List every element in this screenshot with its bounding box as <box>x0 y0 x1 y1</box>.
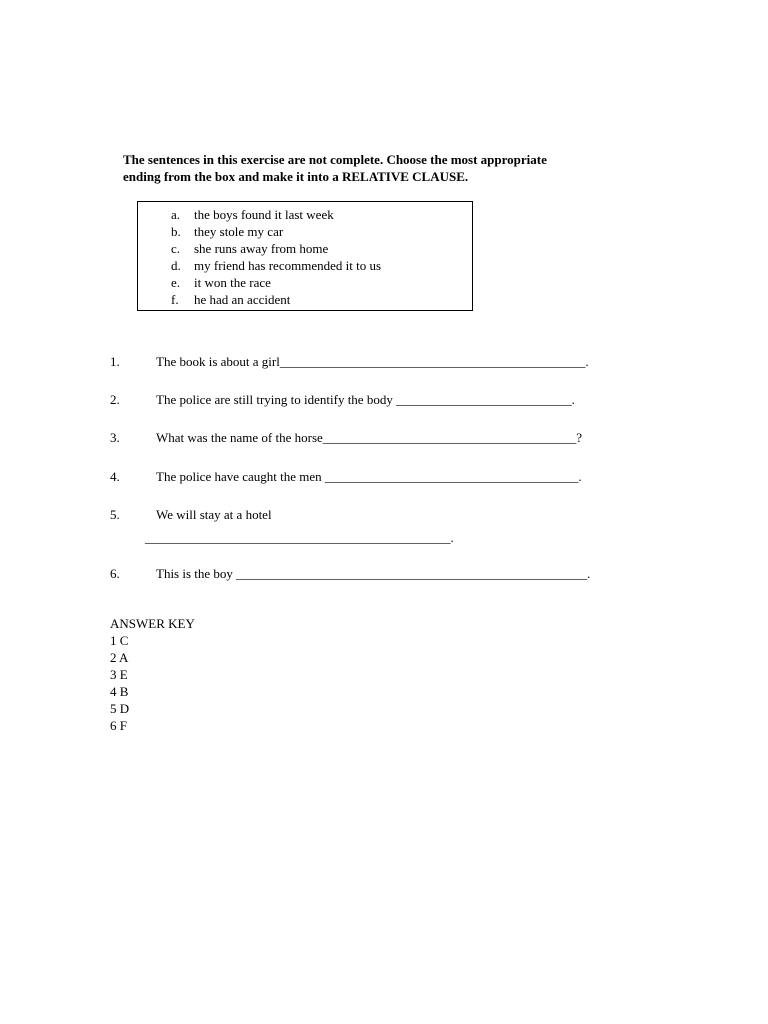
answer-item: 3 E <box>110 667 128 682</box>
question-text: We will stay at a hotel <box>156 507 272 522</box>
question-5 <box>110 506 272 523</box>
option-letter: d. <box>171 258 181 273</box>
question-1 <box>110 353 589 370</box>
option-d <box>171 257 381 274</box>
answer-item: 5 D <box>110 701 130 716</box>
question-number: 2. <box>110 392 120 407</box>
option-text: it won the race <box>194 275 271 290</box>
options-box <box>137 201 473 311</box>
answer-item: 1 C <box>110 633 129 648</box>
question-text: The book is about a girl_______________________________________________. <box>156 354 589 369</box>
answer-item: 4 B <box>110 684 129 699</box>
option-c <box>171 240 328 257</box>
option-f <box>171 291 290 308</box>
question-2 <box>110 391 575 408</box>
question-text: The police are still trying to identify the body ___________________________. <box>156 392 575 407</box>
option-text: my friend has recommended it to us <box>194 258 382 273</box>
option-b <box>171 223 283 240</box>
option-text: she runs away from home <box>194 241 329 256</box>
option-text: the boys found it last week <box>194 207 334 222</box>
question-6 <box>110 565 590 582</box>
option-letter: a. <box>171 207 181 222</box>
question-number: 5. <box>110 507 120 522</box>
question-4 <box>110 468 582 485</box>
answer-item: 6 F <box>110 718 127 733</box>
question-text: The police have caught the men _______________________________________. <box>156 469 582 484</box>
question-5-answer-line: _______________________________________________. <box>145 530 454 545</box>
option-letter: f. <box>171 292 179 307</box>
answer-key <box>110 615 195 734</box>
answer-key-title: ANSWER KEY <box>110 616 195 631</box>
question-text: What was the name of the horse_______________________________________? <box>156 430 583 445</box>
option-text: they stole my car <box>194 224 284 239</box>
question-number: 1. <box>110 354 120 369</box>
instructions-line-1: The sentences in this exercise are not complete. Choose the most appropriate <box>123 152 547 167</box>
question-number: 4. <box>110 469 120 484</box>
option-letter: b. <box>171 224 181 239</box>
option-letter: e. <box>171 275 181 290</box>
option-e <box>171 274 271 291</box>
option-letter: c. <box>171 241 181 256</box>
instructions <box>123 151 663 185</box>
question-number: 6. <box>110 566 120 581</box>
question-3 <box>110 429 582 446</box>
option-a <box>171 206 334 223</box>
instructions-line-2: ending from the box and make it into a RELATIVE CLAUSE. <box>123 169 469 184</box>
option-text: he had an accident <box>194 292 291 307</box>
question-text: This is the boy ______________________________________________________. <box>156 566 591 581</box>
question-number: 3. <box>110 430 120 445</box>
answer-item: 2 A <box>110 650 129 665</box>
